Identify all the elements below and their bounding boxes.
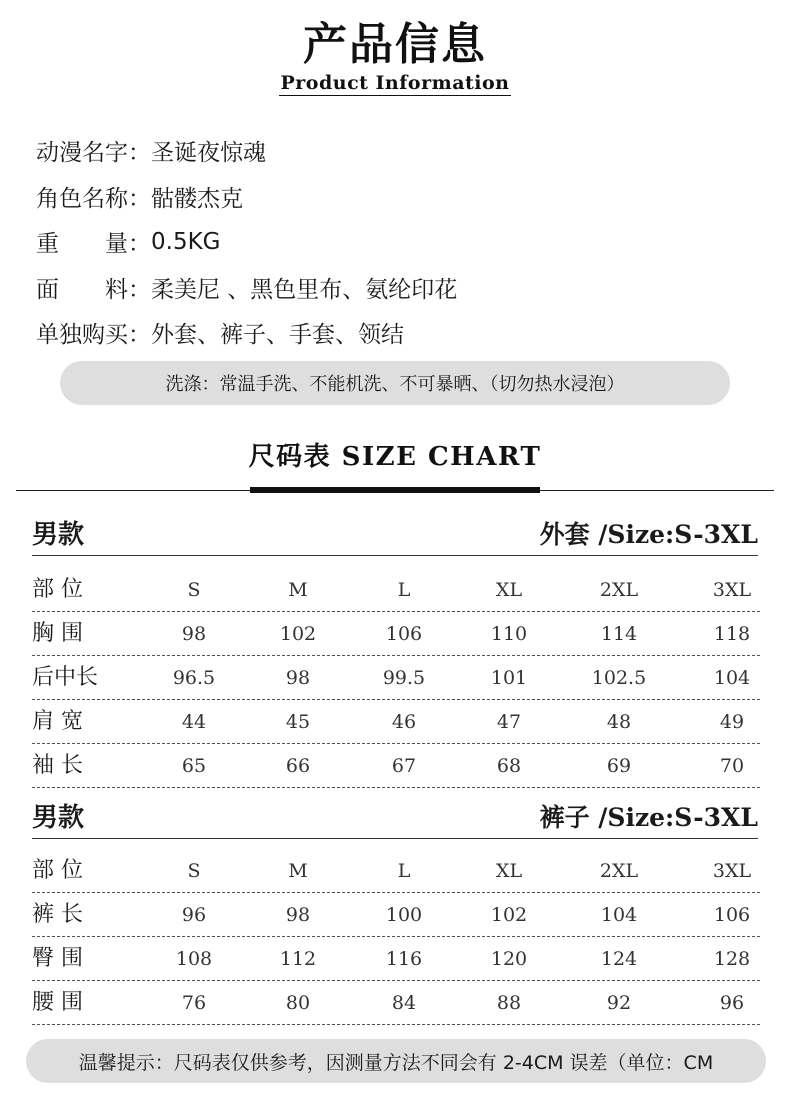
table-cell: 47 xyxy=(496,711,522,733)
table-cell: M xyxy=(288,579,308,601)
product-info-list xyxy=(36,128,457,356)
info-key: 重 量： xyxy=(36,231,151,258)
table-cell: 106 xyxy=(713,904,751,926)
table-cell: 114 xyxy=(600,623,638,645)
table-cell: 2XL xyxy=(599,579,639,601)
table-cell: 98 xyxy=(181,623,207,645)
subtitle-text: Product Information xyxy=(280,72,510,94)
table-cell: 3XL xyxy=(712,579,752,601)
table-cell: S xyxy=(187,579,201,601)
table-cell: 104 xyxy=(713,667,751,689)
table-cell: 101 xyxy=(490,667,528,689)
table-cell: 部 位 xyxy=(32,858,83,883)
jacket-section-header xyxy=(32,516,758,556)
info-key: 单独购买： xyxy=(36,322,151,349)
table-cell: 96 xyxy=(719,992,745,1014)
table-cell: 100 xyxy=(385,904,423,926)
table-cell: 128 xyxy=(713,948,751,970)
table-cell: 腰 围 xyxy=(32,990,83,1015)
page-title: 产品信息 xyxy=(303,19,487,70)
table-cell: 112 xyxy=(279,948,317,970)
table-cell: 68 xyxy=(496,755,522,777)
table-cell: 102.5 xyxy=(591,667,647,689)
table-cell: 3XL xyxy=(712,860,752,882)
table-cell: 2XL xyxy=(599,860,639,882)
table-cell: XL xyxy=(495,860,523,882)
page-subtitle xyxy=(0,72,790,94)
pants-size-title: 裤子 /Size:S-3XL xyxy=(539,803,758,832)
table-cell: 80 xyxy=(285,992,311,1014)
table-cell: S xyxy=(187,860,201,882)
table-cell: 裤 长 xyxy=(32,902,83,927)
table-row xyxy=(32,981,760,1025)
table-cell: 96.5 xyxy=(172,667,216,689)
table-row xyxy=(32,893,760,937)
table-cell: 臀 围 xyxy=(32,946,83,971)
table-cell: 胸 围 xyxy=(32,621,83,646)
table-cell: 102 xyxy=(279,623,317,645)
measurement-tip: 温馨提示：尺码表仅供参考，因测量方法不同会有 2-4CM 误差（单位：CM xyxy=(26,1039,766,1083)
info-value: 骷髅杰克 xyxy=(151,185,243,212)
jacket-size-table xyxy=(32,568,760,788)
table-cell: 88 xyxy=(496,992,522,1014)
table-cell: 124 xyxy=(600,948,638,970)
table-cell: 99.5 xyxy=(382,667,426,689)
table-cell: 102 xyxy=(490,904,528,926)
info-row-anime-name xyxy=(36,128,457,174)
table-cell: 45 xyxy=(285,711,311,733)
info-value: 0.5KG xyxy=(151,228,221,255)
info-value: 外套、裤子、手套、领结 xyxy=(151,322,404,349)
table-row xyxy=(32,612,760,656)
table-cell: 46 xyxy=(391,711,417,733)
table-cell: 92 xyxy=(606,992,632,1014)
size-chart-title: 尺码表 SIZE CHART xyxy=(248,442,542,472)
table-cell: 116 xyxy=(385,948,423,970)
table-cell: 108 xyxy=(175,948,213,970)
table-cell: 96 xyxy=(181,904,207,926)
info-row-weight xyxy=(36,219,457,265)
table-cell: 76 xyxy=(181,992,207,1014)
table-cell: 49 xyxy=(719,711,745,733)
info-row-character-name xyxy=(36,174,457,220)
table-cell: 65 xyxy=(181,755,207,777)
info-value: 圣诞夜惊魂 xyxy=(151,140,266,167)
table-header-row xyxy=(32,849,760,893)
table-header-row xyxy=(32,568,760,612)
table-cell: 69 xyxy=(606,755,632,777)
table-cell: 84 xyxy=(391,992,417,1014)
table-cell: 后中长 xyxy=(32,665,99,690)
pants-size-table xyxy=(32,849,760,1025)
pants-gender-label: 男款 xyxy=(32,803,85,833)
table-cell: 110 xyxy=(490,623,528,645)
info-row-fabric xyxy=(36,265,457,311)
table-cell: 118 xyxy=(713,623,751,645)
title-underline-bar xyxy=(250,487,540,493)
table-row xyxy=(32,656,760,700)
info-key: 动漫名字： xyxy=(36,140,151,167)
table-cell: 104 xyxy=(600,904,638,926)
table-cell: 部 位 xyxy=(32,577,83,602)
table-cell: M xyxy=(288,860,308,882)
wash-note: 洗涤：常温手洗、不能机洗、不可暴晒、（切勿热水浸泡） xyxy=(60,361,730,405)
table-cell: L xyxy=(397,579,411,601)
table-cell: 66 xyxy=(285,755,311,777)
table-cell: L xyxy=(397,860,411,882)
info-key: 角色名称： xyxy=(36,185,151,212)
table-cell: 44 xyxy=(181,711,207,733)
table-cell: 106 xyxy=(385,623,423,645)
info-row-separate-purchase xyxy=(36,310,457,356)
info-value: 柔美尼 、黑色里布、氨纶印花 xyxy=(151,276,458,303)
table-cell: 67 xyxy=(391,755,417,777)
table-cell: 120 xyxy=(490,948,528,970)
table-row xyxy=(32,744,760,788)
info-key: 面 料： xyxy=(36,276,151,303)
table-cell: 48 xyxy=(606,711,632,733)
table-cell: 70 xyxy=(719,755,745,777)
table-cell: XL xyxy=(495,579,523,601)
table-cell: 98 xyxy=(285,904,311,926)
jacket-size-title: 外套 /Size:S-3XL xyxy=(539,520,758,549)
table-cell: 98 xyxy=(285,667,311,689)
table-cell: 袖 长 xyxy=(32,753,83,778)
table-row xyxy=(32,937,760,981)
table-cell: 肩 宽 xyxy=(32,709,83,734)
table-row xyxy=(32,700,760,744)
pants-section-header xyxy=(32,799,758,839)
jacket-gender-label: 男款 xyxy=(32,520,85,550)
